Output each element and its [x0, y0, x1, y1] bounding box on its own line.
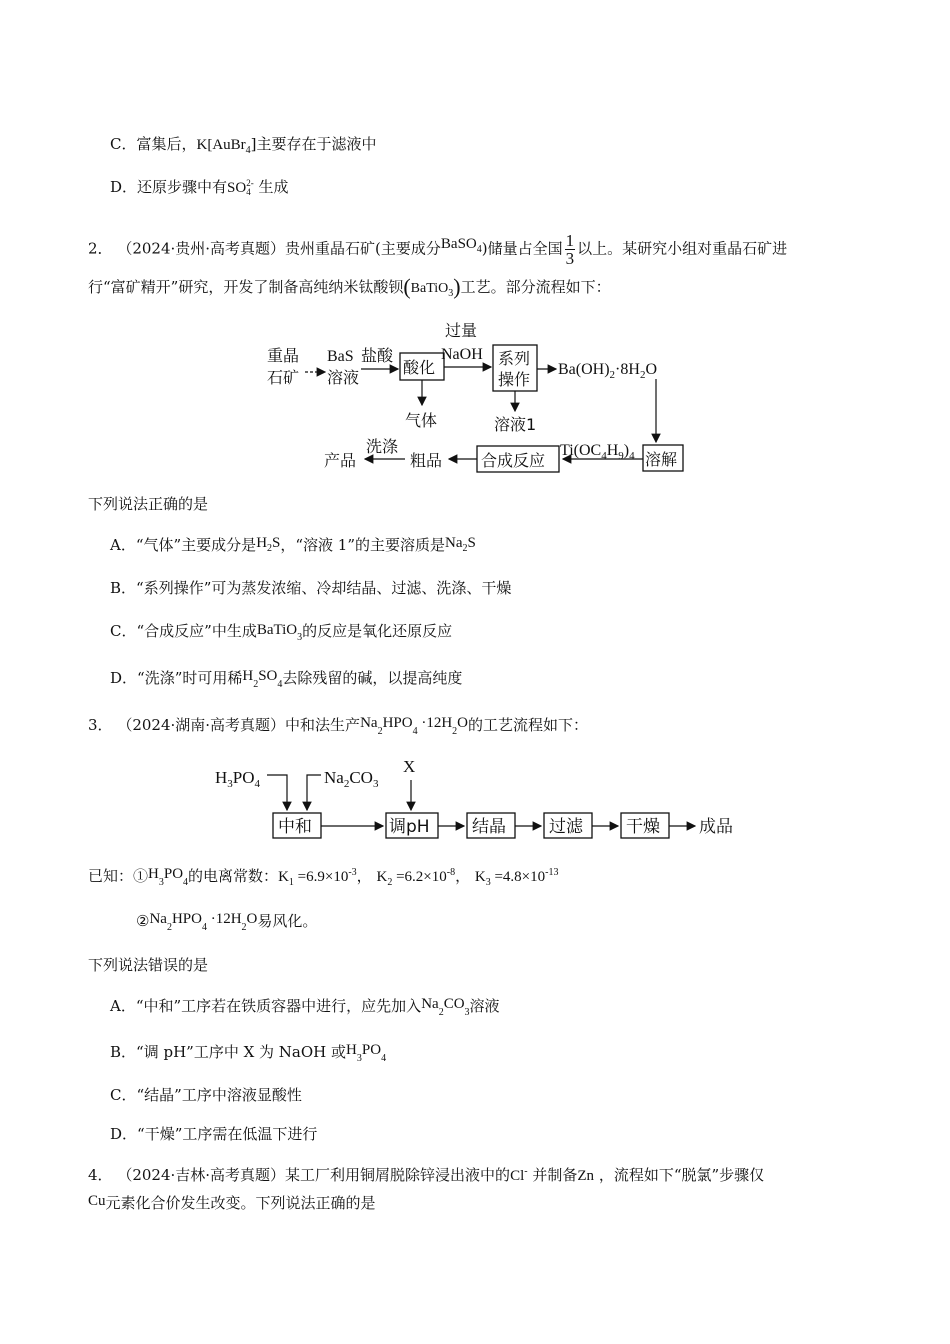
d2-acid-box: 酸化 — [403, 358, 436, 377]
d2-series-2: 操作 — [498, 370, 531, 389]
d3-x: X — [403, 757, 416, 776]
q2-flow-diagram — [255, 315, 705, 480]
d2-excess: 过量 — [445, 321, 478, 340]
q3-question: 下列说法错误的是 — [88, 956, 209, 974]
q2-option-d: D．“洗涤”时可用稀$H_2SO_4$去除残留的碱，以提高纯度 — [110, 668, 463, 690]
d2-bas-1: BaS — [327, 348, 354, 365]
d3-filter-box: 过滤 — [549, 817, 583, 837]
d2-ore-1: 重晶 — [267, 346, 300, 365]
q3-option-c: C．“结晶”工序中溶液显酸性 — [110, 1086, 302, 1104]
d2-solution1: 溶液1 — [494, 415, 537, 434]
d3-ph-box: 调pH — [389, 817, 430, 837]
q2-option-a: A．“气体”主要成分是$H_2S$，“溶液 1”的主要溶质是$Na_2S$ — [110, 535, 476, 554]
d3-neutral-box: 中和 — [278, 817, 312, 837]
q3-option-a: A．“中和”工序若在铁质容器中进行，应先加入$Na_2CO_3$溶液 — [110, 996, 500, 1018]
q1-option-d: D．还原步骤中有SO 2- 4 生成 — [110, 178, 289, 197]
d2-dissolve-box: 溶解 — [645, 450, 678, 469]
d3-cryst-box: 结晶 — [472, 817, 506, 837]
q2-option-c: C．“合成反应”中生成BaTiO$_3$的反应是氧化还原反应 — [110, 622, 453, 643]
d2-hcl: 盐酸 — [361, 346, 394, 365]
d2-baoh: $Ba(OH)_2\cdot 8H_2O$ — [558, 361, 657, 381]
d2-product: 产品 — [324, 451, 357, 470]
q4-stem-line2: Cu元素化合价发生改变。下列说法正确的是 — [88, 1193, 376, 1212]
q3-flow-diagram — [205, 752, 755, 847]
d2-ti-reagent: $Ti(OC_4H_9)_4$ — [560, 442, 635, 462]
d3-dry-box: 干燥 — [626, 817, 660, 837]
q4-stem-line1: 4． （2024·吉林·高考真题）某工厂利用铜屑脱除锌浸出液中的Cl- 并制备Zn ，流程如下“脱氯”步骤仅 — [88, 1166, 765, 1184]
q3-option-d: D．“干燥”工序需在低温下进行 — [110, 1125, 318, 1143]
d2-wash: 洗涤 — [366, 437, 399, 456]
d2-gas: 气体 — [405, 411, 438, 430]
q2-question: 下列说法正确的是 — [88, 495, 209, 513]
q3-option-b: B．“调 pH”工序中 X 为 NaOH 或$H_3PO_4$ — [110, 1042, 387, 1064]
q2-option-b: B．“系列操作”可为蒸发浓缩、冷却结晶、过滤、洗涤、干燥 — [110, 579, 512, 597]
d2-bas-2: 溶液 — [327, 368, 360, 387]
q2-stem-line2: 行“富矿精开”研究，开发了制备高纯纳米钛酸钡(BaTiO$_3$)工艺。部分流程如下： — [88, 274, 611, 299]
d2-synth-box: 合成反应 — [481, 451, 546, 470]
d3-product: 成品 — [699, 817, 733, 837]
fraction-one-third: $\frac{1}{3}$ — [565, 231, 575, 268]
d2-series-1: 系列 — [498, 349, 531, 368]
d2-ore-2: 石矿 — [267, 368, 300, 387]
q3-known-2: $②Na_2HPO_4 \cdot 12H_2O$易风化。 — [136, 911, 318, 933]
q2-stem-line1: 2． （2024·贵州·高考真题）贵州重晶石矿(主要成分BaSO$_4$)储量占全国 $\frac{1}{3}$ 以上。某研究小组对重晶石矿进 — [88, 231, 788, 268]
q3-known-1: 已知：$①H_3PO_4$的电离常数：$K_1 =6.9\times 10^{-3}$， $K_2 =6.2\times 10^{-8}$， $K_3 =4.8\times 10^{-13}$ — [88, 866, 559, 888]
d3-h3po4: $H_3PO_4$ — [215, 768, 261, 790]
q3-stem: 3． （2024·湖南·高考真题）中和法生产$Na_2HPO_4 \cdot 12H_2O$的工艺流程如下： — [88, 715, 589, 737]
d3-na2co3: $Na_2CO_3$ — [324, 768, 379, 790]
d2-naoh: NaOH — [441, 346, 483, 363]
d2-crude: 粗品 — [410, 451, 443, 470]
q1-option-c: C．富集后，K[AuBr$_4$]主要存在于滤液中 — [110, 135, 377, 156]
